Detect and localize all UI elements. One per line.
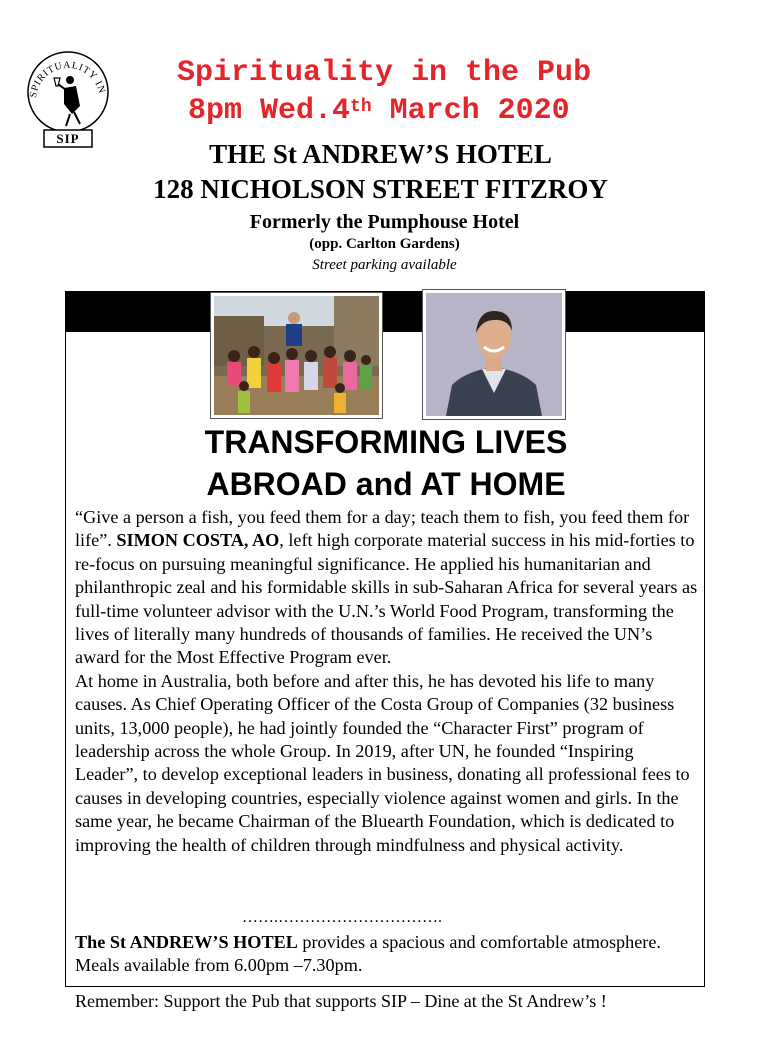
black-banner xyxy=(66,292,704,332)
footer-reminder: Remember: Support the Pub that supports SIP – Dine at the St Andrew’s ! xyxy=(75,991,607,1011)
paragraph-1-rest: , left high corporate material success in his mid-forties to re-focus on pursuing meaningful significance. He applied his humanitarian and philanthropic zeal and his formidable skills in sub-Saharan Africa for several years as full-time volunteer advisor with the U.N.’s World Food Program, transforming the lives of literally many hundreds of thousands of families. He received the UN’s award for the Most Effective Program ever. xyxy=(75,530,698,668)
speaker-portrait xyxy=(422,289,566,420)
parking-note: Street parking available xyxy=(312,257,457,273)
hotel-name: The St ANDREW’S HOTEL xyxy=(75,932,298,952)
speaker-name: SIMON COSTA, AO xyxy=(116,530,280,551)
paragraph-1-intro: “Give a person a fish, you feed them for a day; teach them to fish, you feed them for life”. xyxy=(75,507,690,551)
article-box xyxy=(65,291,705,987)
logo-badge-text: SIP xyxy=(56,131,80,146)
headline-line-2: ABROAD and AT HOME xyxy=(206,466,566,502)
separator: …….…………………………. xyxy=(242,909,442,926)
article-body xyxy=(75,506,700,857)
event-datetime xyxy=(188,94,769,128)
date-ordinal: th xyxy=(350,97,372,117)
venue-address: 128 NICHOLSON STREET FITZROY xyxy=(153,174,608,204)
venue-name: THE St ANDREW’S HOTEL xyxy=(209,139,552,169)
paragraph-2: At home in Australia, both before and after this, he has devoted his life to many causes. As Chief Operating Officer of the Costa Group of Companies (32 business units, 13,000 people), he had jointly founded the “Character First” program of leadership across the whole Group. In 2019, after UN, he founded “Inspiring Leader”, to develop exceptional leaders in business, donating all professional fees to causes in developing countries, especially violence against women and girls. In the same year, he became Chairman of the Bluearth Foundation, which is dedicated to improving the health of children through mindfulness and physical activity. xyxy=(75,670,690,855)
closing-text: provides a spacious and comfortable atmosphere. Meals available from 6.00pm –7.30pm. xyxy=(75,932,661,976)
africa-children-photo xyxy=(210,292,383,419)
venue-former-name: Formerly the Pumphouse Hotel xyxy=(249,211,520,233)
headline-line-1: TRANSFORMING LIVES xyxy=(204,424,568,460)
date-prefix: 8pm Wed.4 xyxy=(188,94,351,128)
venue-landmark: (opp. Carlton Gardens) xyxy=(309,236,460,252)
event-title: Spirituality in the Pub xyxy=(177,56,592,90)
paragraph-1 xyxy=(75,506,700,670)
date-suffix: March 2020 xyxy=(371,94,570,128)
closing-paragraph xyxy=(75,931,695,978)
logo-ring-text: SPIRITUALITY IN xyxy=(28,59,108,99)
